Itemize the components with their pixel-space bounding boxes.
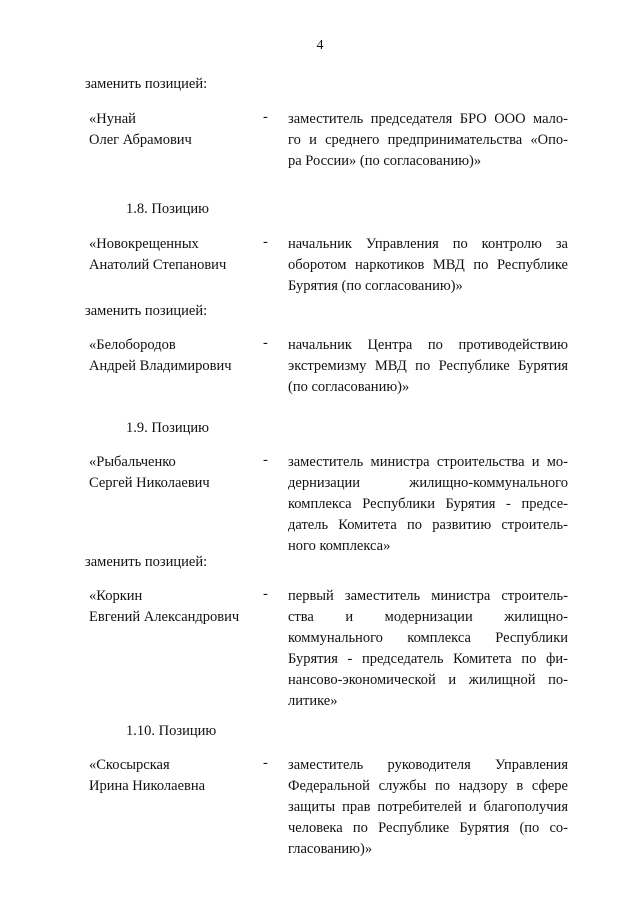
replace-with-label: заменить позицией:: [85, 303, 208, 319]
position-description: заместитель руководителя Управления Федеральной службы по надзору в сфере защиты прав потребителей и благополучия человека по Республике Бурятия (по со- гласованию)»: [288, 757, 568, 857]
person-name: «Скосырская Ирина Николаевна: [89, 757, 206, 794]
dash-separator: -: [263, 755, 268, 771]
section-heading: 1.8. Позицию: [126, 201, 209, 217]
person-name: «Белобородов Андрей Владимирович: [89, 337, 232, 374]
person-name: «Рыбальченко Сергей Николаевич: [89, 454, 210, 491]
dash-separator: -: [263, 234, 268, 250]
position-description: начальник Управления по контролю за оборотом наркотиков МВД по Республике Бурятия (по согласованию)»: [288, 236, 568, 294]
person-name: «Коркин Евгений Александрович: [89, 588, 240, 625]
replace-with-label: заменить позицией:: [85, 554, 208, 570]
section-heading: 1.9. Позицию: [126, 420, 209, 436]
dash-separator: -: [263, 109, 268, 125]
section-heading: 1.10. Позицию: [126, 723, 217, 739]
page-number: 4: [316, 38, 324, 53]
dash-separator: -: [263, 452, 268, 468]
position-description: начальник Центра по противодействию экстремизму МВД по Республике Бурятия (по согласованию)»: [288, 337, 568, 395]
position-description: заместитель председателя БРО ООО мало- го и среднего предпринимательства «Опо- ра России» (по согласованию)»: [288, 111, 568, 169]
position-description: заместитель министра строительства и мо- дернизации жилищно-коммунального комплекса Республики Бурятия - предсе- датель Комитета по развитию строитель- ного комплекса»: [288, 454, 568, 554]
position-description: первый заместитель министра строитель- ства и модернизации жилищно- коммунального комплекса Республики Бурятия - председатель Комитета по фи- нансово-экономической и жилищной по- литике»: [288, 588, 568, 709]
replace-with-label: заменить позицией:: [85, 76, 208, 92]
person-name: «Нунай Олег Абрамович: [89, 111, 192, 148]
person-name: «Новокрещенных Анатолий Степанович: [89, 236, 227, 273]
dash-separator: -: [263, 586, 268, 602]
dash-separator: -: [263, 335, 268, 351]
